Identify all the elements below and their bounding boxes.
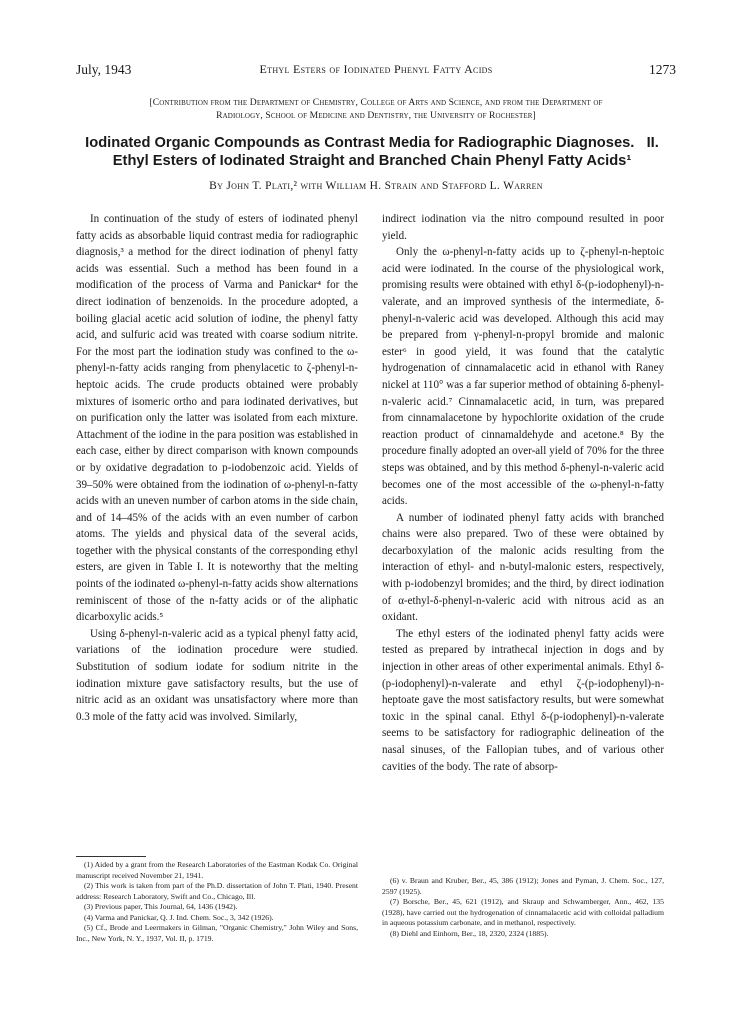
paragraph: Only the ω-phenyl-n-fatty acids up to ζ-phenyl-n-heptoic acid were iodinated. In the course of the physiological work, promising results were obtained with ethyl δ-(p-iodophenyl)-n-valerate, and an improved synthesis of the intermediate, δ-phenyl-n-valeric acid was developed. Although this acid may be prepared from γ-phenyl-n-propyl bromide and malonic ester⁶ in good yield, it was found that the catalytic hydrogenation of cinnamalacetic acid in ethanol with Raney nickel at 110° was a far superior method of obtaining δ-phenyl-n-valeric acid.⁷ Cinnamalacetic acid, in turn, was prepared from cinnamalacetone by hypochlorite oxidation of the crude reaction product of cinnamaldehyde and acetone.⁸ By the procedure finally adopted an over-all yield of 70% for the three steps was obtained, and by this method δ-phenyl-n-valeric acid becomes one of the most accessible of the ω-phenyl-n-fatty acids. [382, 246, 664, 508]
contribution-line-1: [Contribution from the Department of Chemistry, College of Arts and Science, and from the Department of [149, 97, 603, 108]
article-title-line-2: Ethyl Esters of Iodinated Straight and Branched Chain Phenyl Fatty Acids¹ [112, 153, 632, 169]
paragraph: In continuation of the study of esters of iodinated phenyl fatty acids as absorbable liquid contrast media for radiographic diagnosis,³ a method for the direct iodination of phenyl fatty acids was essential. Such a method has been found in a modification of the process of Varma and Panickar⁴ for the direct iodination of benzenoids. In the procedure adopted, a boiling glacial acetic acid solution of iodine, the phenyl fatty acid, and sulfuric acid was treated with coarse sodium nitrite. For the most part the iodination study was confined to the ω-phenyl-n-fatty acids ranging from phenylacetic to ζ-phenyl-n-heptoic acids. The crude products obtained were probably mixtures of isomeric ortho and para iodinated derivatives, but on purification only the latter was isolated from each mixture. Attachment of the iodine in the para position was established in each case, either by direct comparison with known compounds or by oxidative degradation to p-iodobenzoic acid. Yields of 39–50% were obtained from the iodination of ω-phenyl-n-fatty acids with an uneven number of carbon atoms in the side chain, and of 14–45% of the acids with an even number of carbon atoms. The yields and physical data of the several acids, together with the physical constants of the corresponding ethyl esters, are given in Table I. It is noteworthy that the melting points of the iodinated ω-phenyl-n-fatty acids show alternations reminiscent of those of the n-fatty acids or of the aliphatic dicarboxylic acids.⁵ [76, 213, 358, 624]
footnote: (7) Borsche, Ber., 45, 621 (1912), and Skraup and Schwamberger, Ann., 462, 135 (1928), have carried out the hydrogenation of cinnamalacetic acid with colloidal palladium in aqueous potassium carbonate, and in methanol, respectively. [382, 897, 664, 927]
footnote-rule-left [76, 856, 146, 857]
article-title [62, 134, 682, 170]
left-column [76, 211, 358, 725]
footnotes-left [76, 860, 358, 944]
page-number: 1273 [649, 62, 676, 77]
paragraph: The ethyl esters of the iodinated phenyl fatty acids were tested as prepared by intrathecal injection in dogs and by injection in other areas of other experimental animals. Ethyl δ-(p-iodophenyl)-n-valerate and ethyl ζ-(p-iodophenyl)-n-heptoate gave the most satisfactory results, but were somewhat toxic in the spinal canal. Ethyl δ-(p-iodophenyl)-n-valerate seems to be satisfactory for radiographic delineation of the nasal sinuses, of the Fallopian tubes, and of various other cavities of the body. The rate of absorp- [382, 627, 664, 773]
paragraph: Using δ-phenyl-n-valeric acid as a typical phenyl fatty acid, variations of the iodination procedure were studied. Substitution of sodium iodate for sodium nitrite in the iodination mixture gave satisfactory results, but the use of nitric acid as an oxidant was unsatisfactory where more than 0.3 mole of the fatty acid was involved. Similarly, [76, 627, 358, 723]
footnote: (2) This work is taken from part of the Ph.D. dissertation of John T. Plati, 1940. Present address: Research Laboratory, Swift and Co., Chicago, Ill. [76, 881, 358, 901]
right-column [382, 211, 664, 775]
footnotes-right [382, 876, 664, 939]
running-head-title: Ethyl Esters of Iodinated Phenyl Fatty Acids [259, 62, 493, 76]
article-title-line-1: Iodinated Organic Compounds as Contrast Media for Radiographic Diagnoses. II. [85, 135, 659, 151]
footnote: (1) Aided by a grant from the Research Laboratories of the Eastman Kodak Co. Original manuscript received November 21, 1941. [76, 860, 358, 880]
running-head-date: July, 1943 [76, 62, 132, 77]
paragraph: A number of iodinated phenyl fatty acids with branched chains were also prepared. Two of these were obtained by decarboxylation of the malonic acids resulting from the interaction of ethyl- and n-butyl-malonic esters, respectively, with p-iodobenzyl bromides; and the third, by direct iodination of α-ethyl-δ-phenyl-n-valeric acid with nitrous acid as an oxidant. [382, 511, 664, 624]
running-head [76, 62, 676, 80]
footnote: (5) Cf., Brode and Leermakers in Gilman, "Organic Chemistry," John Wiley and Sons, Inc., New York, N. Y., 1937, Vol. II, p. 1719. [76, 923, 358, 943]
footnote: (8) Diehl and Einhorn, Ber., 18, 2320, 2324 (1885). [390, 928, 549, 938]
footnote: (3) Previous paper, This Journal, 64, 1436 (1942). [84, 902, 238, 911]
paragraph: indirect iodination via the nitro compound resulted in poor yield. [382, 213, 664, 242]
contribution-note [76, 97, 676, 122]
contribution-line-2: Radiology, School of Medicine and Dentistry, the University of Rochester] [216, 109, 536, 121]
footnote: (4) Varma and Panickar, Q. J. Ind. Chem. Soc., 3, 342 (1926). [84, 912, 274, 922]
footnote: (6) v. Braun and Kruber, Ber., 45, 386 (1912); Jones and Pyman, J. Chem. Soc., 127, 2597 (1925). [382, 876, 664, 896]
author-byline: By John T. Plati,² with William H. Strain and Stafford L. Warren [209, 180, 543, 192]
